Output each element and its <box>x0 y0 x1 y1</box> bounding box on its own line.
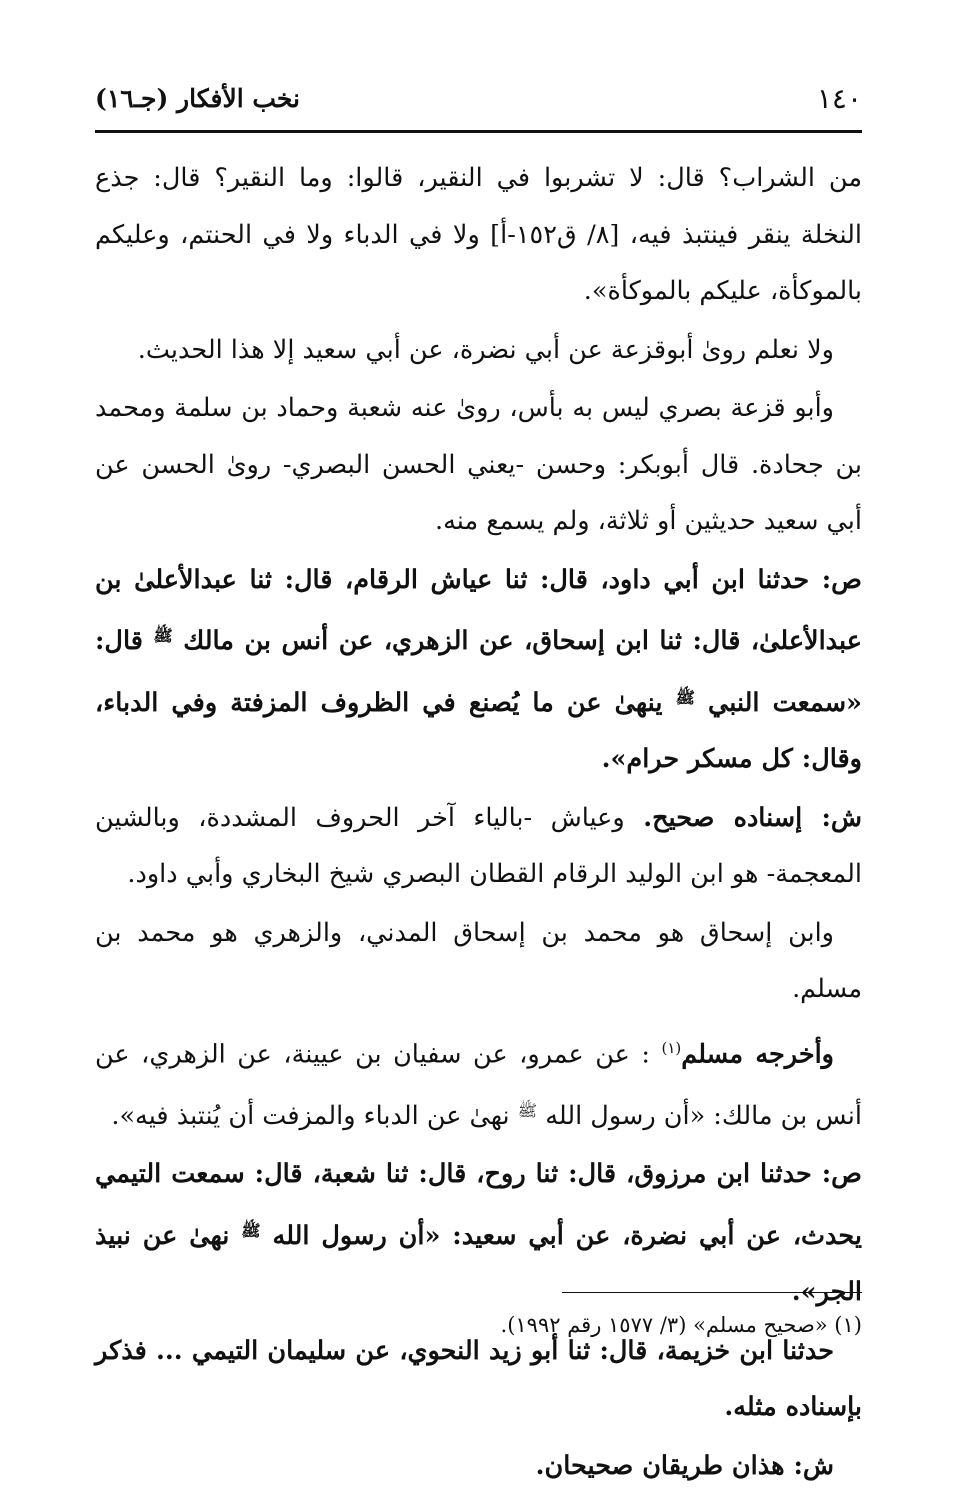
source-text-end: نهىٰ عن الدباء والمزفت أن يُنتبذ فيه». <box>111 1101 509 1131</box>
honorific-symbol: ﷺ <box>241 1221 260 1240</box>
hadith-matn-start: قال: «سمعت النبي <box>95 626 862 718</box>
paragraph-8 <box>95 1146 862 1321</box>
honorific-symbol: ﷺ <box>676 688 695 707</box>
commentary-lead: ش: إسناده صحيح. <box>643 803 862 833</box>
page-number: ١٤٠ <box>817 82 862 115</box>
paragraph-4 <box>95 552 862 788</box>
hadith-isnad: ص: حدثنا ابن أبي داود، قال: ثنا عياش الرقام، قال: ثنا عبدالأعلىٰ بن عبدالأعلىٰ، قال: ثنا ابن إسحاق، عن الزهري، عن أنس بن مالك <box>95 565 862 657</box>
source-lead: وأخرجه مسلم <box>681 1039 834 1069</box>
paragraph-6: وابن إسحاق هو محمد بن إسحاق المدني، والزهري هو محمد بن مسلم. <box>95 905 862 1018</box>
running-header <box>95 82 862 122</box>
honorific-symbol: ﷺ <box>518 1101 537 1120</box>
book-title: نخب الأفكار (جـ١٦) <box>95 84 300 113</box>
paragraph-1: من الشراب؟ قال: لا تشربوا في النقير، قالوا: وما النقير؟ قال: جذع النخلة ينقر فينتبذ فيه، [٨/ ق١٥٢-أ] ولا في الدباء ولا في الحنتم، وعليكم بالموكأة، عليكم بالموكأة». <box>95 150 862 320</box>
source-text: : عن عمرو، عن سفيان بن عيينة، عن الزهري، عن أنس بن مالك: «أن رسول الله <box>95 1039 862 1131</box>
header-rule <box>95 130 862 133</box>
hadith-matn: ينهىٰ عن ما يُصنع في الظروف المزفتة وفي الدباء، وقال: كل مسكر حرام». <box>95 688 862 775</box>
footnote-rule <box>562 1292 862 1293</box>
footnote-ref: (١) <box>661 1039 681 1057</box>
commentary-text: وعياش -بالياء آخر الحروف المشددة، وبالشين المعجمة- هو ابن الوليد الرقام القطان البصري شيخ البخاري وأبي داود. <box>95 803 862 890</box>
footnote: (١) «صحيح مسلم» (٣/ ١٥٧٧ رقم ١٩٩٢). <box>95 1310 862 1340</box>
paragraph-5 <box>95 790 862 903</box>
hadith-2: ص: حدثنا ابن مرزوق، قال: ثنا روح، قال: ثنا شعبة، قال: سمعت التيمي يحدث، عن أبي نضرة، عن أبي سعيد: «أن رسول الله <box>95 1159 862 1251</box>
paragraph-9: حدثنا ابن خزيمة، قال: ثنا أبو زيد النحوي، عن سليمان التيمي ... فذكر بإسناده مثله. <box>95 1323 862 1436</box>
paragraph-3: وأبو قزعة بصري ليس به بأس، روىٰ عنه شعبة وحماد بن سلمة ومحمد بن جحادة. قال أبوبكر: وحسن -يعني الحسن البصري- روىٰ الحسن عن أبي سعيد حديثين أو ثلاثة، ولم يسمع منه. <box>95 380 862 550</box>
honorific-symbol: ﷺ <box>153 626 172 645</box>
hadith-2-end: نهىٰ عن نبيذ الجر». <box>95 1221 862 1308</box>
paragraph-2: ولا نعلم روىٰ أبوقزعة عن أبي نضرة، عن أبي سعيد إلا هذا الحديث. <box>95 322 862 379</box>
paragraph-7 <box>95 1020 862 1145</box>
paragraph-10: ش: هذان طريقان صحيحان. <box>95 1438 862 1494</box>
